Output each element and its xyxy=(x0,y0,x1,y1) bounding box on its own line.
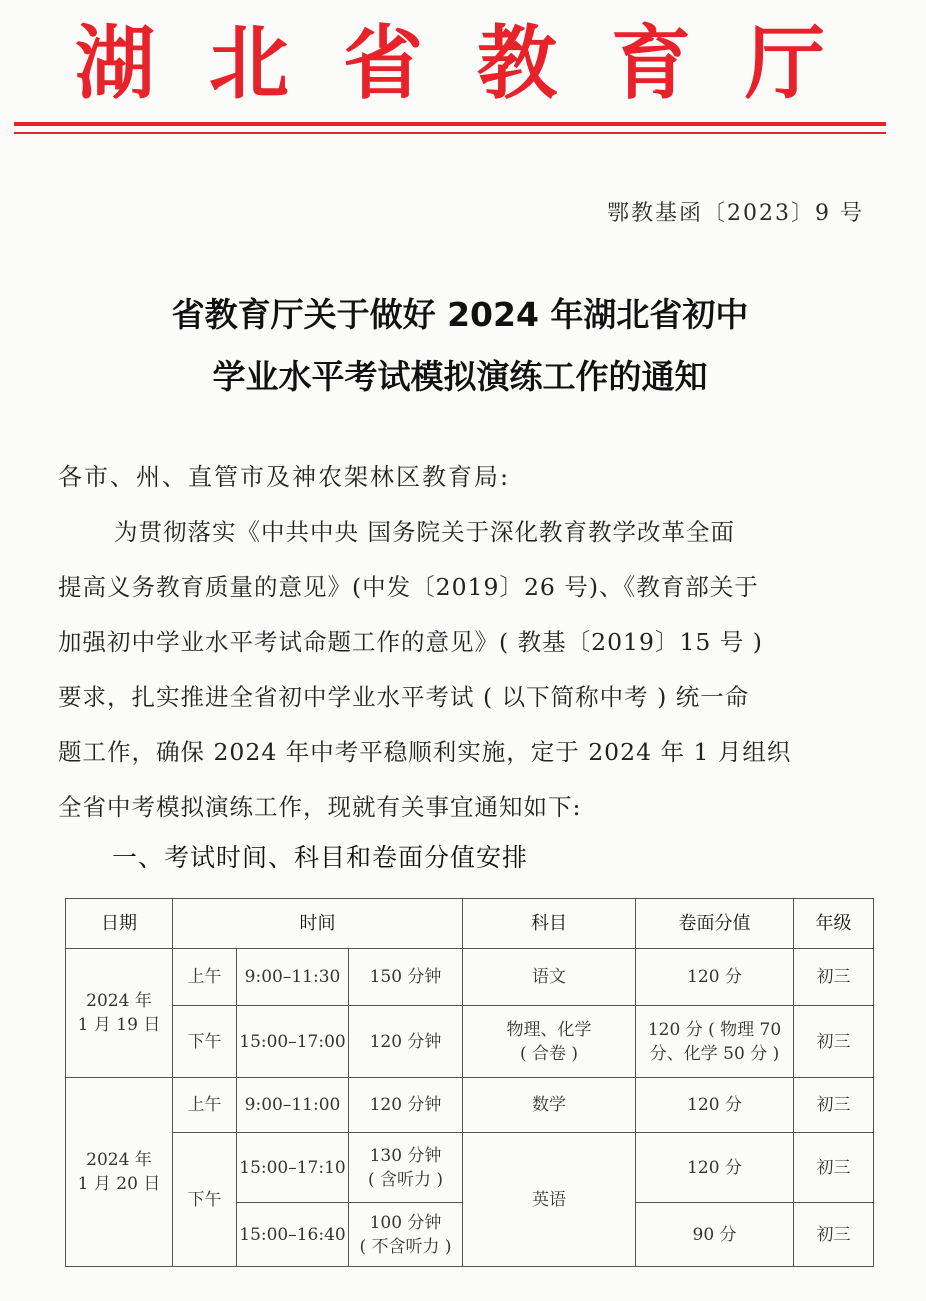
table-header-row xyxy=(66,899,874,949)
table-row xyxy=(66,1078,874,1133)
duration-cell: 120 分钟 xyxy=(349,1078,463,1133)
header-subject: 科目 xyxy=(463,899,636,949)
masthead-rule-thin xyxy=(14,132,886,134)
score-cell: 120 分 ( 物理 70 分、化学 50 分 ) xyxy=(636,1006,794,1078)
time-cell: 15:00–17:00 xyxy=(237,1006,349,1078)
masthead-rule-thick xyxy=(14,122,886,126)
duration-cell: 150 分钟 xyxy=(349,949,463,1006)
score-cell: 120 分 xyxy=(636,1133,794,1203)
time-cell: 9:00–11:00 xyxy=(237,1078,349,1133)
duration-cell: 120 分钟 xyxy=(349,1006,463,1078)
notice-title-line-2: 学业水平考试模拟演练工作的通知 xyxy=(212,357,708,396)
grade-cell: 初三 xyxy=(794,1078,874,1133)
body-line: 题工作，确保 2024 年中考平稳顺利实施，定于 2024 年 1 月组织 xyxy=(58,738,792,766)
grade-cell: 初三 xyxy=(794,1203,874,1267)
body-paragraph xyxy=(58,512,878,842)
body-line: 为贯彻落实《中共中央 国务院关于深化教育教学改革全面 xyxy=(114,518,735,546)
header-grade: 年级 xyxy=(794,899,874,949)
period-cell: 上午 xyxy=(173,949,237,1006)
subject-cell: 语文 xyxy=(463,949,636,1006)
header-score: 卷面分值 xyxy=(636,899,794,949)
table-row xyxy=(66,1133,874,1203)
subject-cell: 数学 xyxy=(463,1078,636,1133)
time-cell: 15:00–16:40 xyxy=(237,1203,349,1267)
section-heading: 一、考试时间、科目和卷面分值安排 xyxy=(112,843,529,872)
document-number: 鄂教基函〔2023〕9 号 xyxy=(607,201,864,226)
duration-cell: 130 分钟 ( 含听力 ) xyxy=(349,1133,463,1203)
header-date: 日期 xyxy=(66,899,173,949)
body-line: 全省中考模拟演练工作，现就有关事宜通知如下: xyxy=(58,793,582,821)
date-cell: 2024 年 1 月 19 日 xyxy=(66,949,173,1078)
period-cell: 上午 xyxy=(173,1078,237,1133)
period-cell: 下午 xyxy=(173,1006,237,1078)
date-cell: 2024 年 1 月 20 日 xyxy=(66,1078,173,1267)
score-cell: 120 分 xyxy=(636,949,794,1006)
table-row xyxy=(66,949,874,1006)
header-time: 时间 xyxy=(173,899,463,949)
body-line: 加强初中学业水平考试命题工作的意见》( 教基〔2019〕15 号 ) xyxy=(58,628,763,656)
score-cell: 90 分 xyxy=(636,1203,794,1267)
time-cell: 15:00–17:10 xyxy=(237,1133,349,1203)
grade-cell: 初三 xyxy=(794,1006,874,1078)
notice-title-line-1: 省教育厅关于做好 2024 年湖北省初中 xyxy=(171,295,749,334)
body-line: 要求，扎实推进全省初中学业水平考试 ( 以下简称中考 ) 统一命 xyxy=(58,683,750,711)
duration-cell: 100 分钟 ( 不含听力 ) xyxy=(349,1203,463,1267)
body-line: 提高义务教育质量的意见》(中发〔2019〕26 号)、《教育部关于 xyxy=(58,573,759,601)
time-cell: 9:00–11:30 xyxy=(237,949,349,1006)
notice-title xyxy=(40,284,880,408)
exam-schedule-table xyxy=(65,898,874,1267)
grade-cell: 初三 xyxy=(794,1133,874,1203)
salutation: 各市、州、直管市及神农架林区教育局: xyxy=(58,463,511,491)
masthead-title: 湖北省教育厅 xyxy=(75,17,879,110)
table-row xyxy=(66,1006,874,1078)
period-cell: 下午 xyxy=(173,1133,237,1267)
subject-cell: 英语 xyxy=(463,1133,636,1267)
subject-cell: 物理、化学 ( 合卷 ) xyxy=(463,1006,636,1078)
score-cell: 120 分 xyxy=(636,1078,794,1133)
grade-cell: 初三 xyxy=(794,949,874,1006)
